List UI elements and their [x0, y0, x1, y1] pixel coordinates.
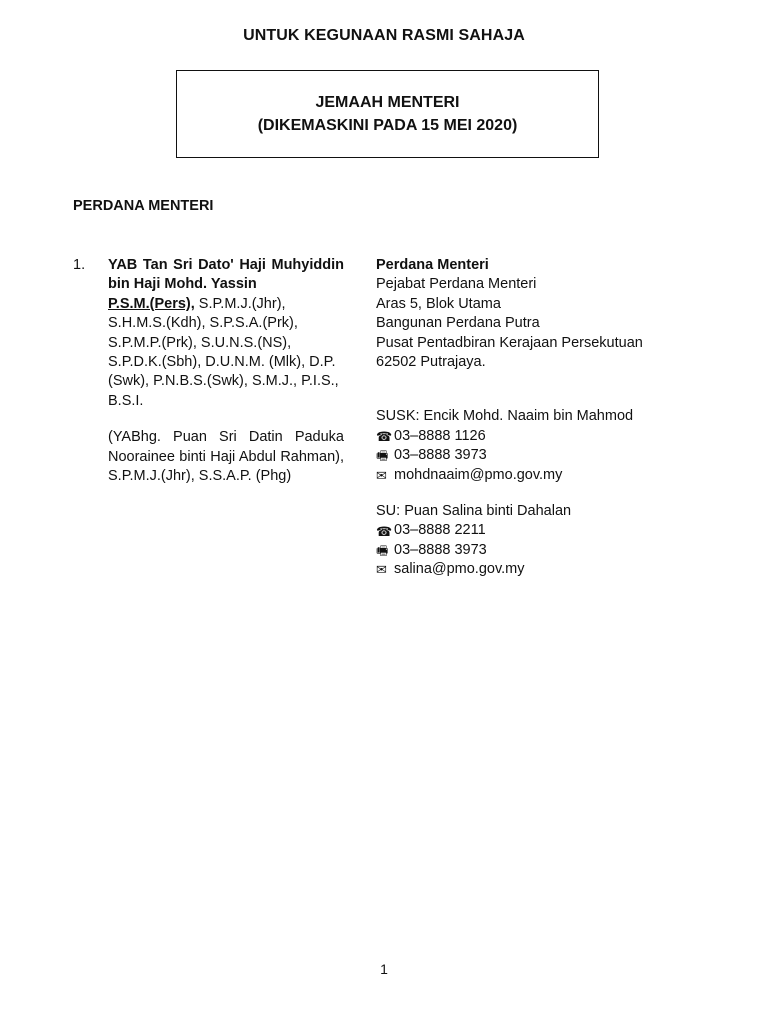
primary-honour: P.S.M.(Pers),	[108, 295, 195, 312]
address-line: Aras 5, Blok Utama	[376, 295, 501, 312]
phone-line	[376, 427, 706, 446]
section-heading: PERDANA MENTERI	[73, 198, 214, 214]
entry-number: 1.	[73, 257, 86, 273]
email-line	[376, 560, 706, 579]
fax-icon: 🖷	[376, 543, 389, 559]
minister-details	[108, 256, 344, 486]
fax-line	[376, 446, 706, 465]
fax-icon: 🖷	[376, 448, 389, 464]
address-line: 62502 Putrajaya.	[376, 354, 486, 371]
title-line-1: JEMAAH MENTERI	[315, 94, 460, 111]
title-box	[176, 70, 599, 158]
phone-number: 03–8888 1126	[394, 427, 486, 444]
envelope-icon: ✉	[376, 467, 387, 483]
fax-line	[376, 541, 706, 560]
phone-line	[376, 521, 706, 540]
contact-block-su	[376, 502, 706, 580]
title-line-2: (DIKEMASKINI PADA 15 MEI 2020)	[257, 117, 518, 134]
minister-honours	[108, 295, 344, 411]
page-number: 1	[380, 961, 388, 977]
contact-title: SUSK: Encik Mohd. Naaim bin Mahmod	[376, 408, 634, 425]
fax-number: 03–8888 3973	[394, 447, 487, 464]
contact-block-susk	[376, 407, 706, 485]
phone-number: 03–8888 2211	[394, 522, 486, 539]
office-details	[376, 256, 706, 580]
email-address[interactable]: salina@pmo.gov.my	[394, 561, 525, 578]
classification-header: UNTUK KEGUNAAN RASMI SAHAJA	[243, 27, 525, 44]
contact-title: SU: Puan Salina binti Dahalan	[376, 503, 572, 520]
email-address[interactable]: mohdnaaim@pmo.gov.my	[394, 466, 563, 483]
telephone-icon: ☎	[376, 523, 393, 539]
address-line: Bangunan Perdana Putra	[376, 315, 540, 332]
address-line: Pejabat Perdana Menteri	[376, 276, 537, 293]
minister-name: YAB Tan Sri Dato' Haji Muhyiddin bin Haji Mohd. Yassin	[108, 257, 344, 293]
envelope-icon: ✉	[376, 562, 387, 578]
spouse-details: (YABhg. Puan Sri Datin Paduka Noorainee binti Haji Abdul Rahman), S.P.M.J.(Jhr), S.S.A.P. (Phg)	[108, 429, 344, 485]
other-honours: S.P.M.J.(Jhr), S.H.M.S.(Kdh), S.P.S.A.(Prk), S.P.M.P.(Prk), S.U.N.S.(NS), S.P.D.K.(Sbh), D.U.N.M. (Mlk), D.P.(Swk), P.N.B.S.(Swk), S.M.J., P.I.S., B.S.I.	[108, 295, 339, 409]
position-title: Perdana Menteri	[376, 257, 489, 273]
fax-number: 03–8888 3973	[394, 541, 487, 558]
address-line: Pusat Pentadbiran Kerajaan Persekutuan	[376, 334, 643, 351]
email-line	[376, 466, 706, 485]
telephone-icon: ☎	[376, 429, 393, 445]
